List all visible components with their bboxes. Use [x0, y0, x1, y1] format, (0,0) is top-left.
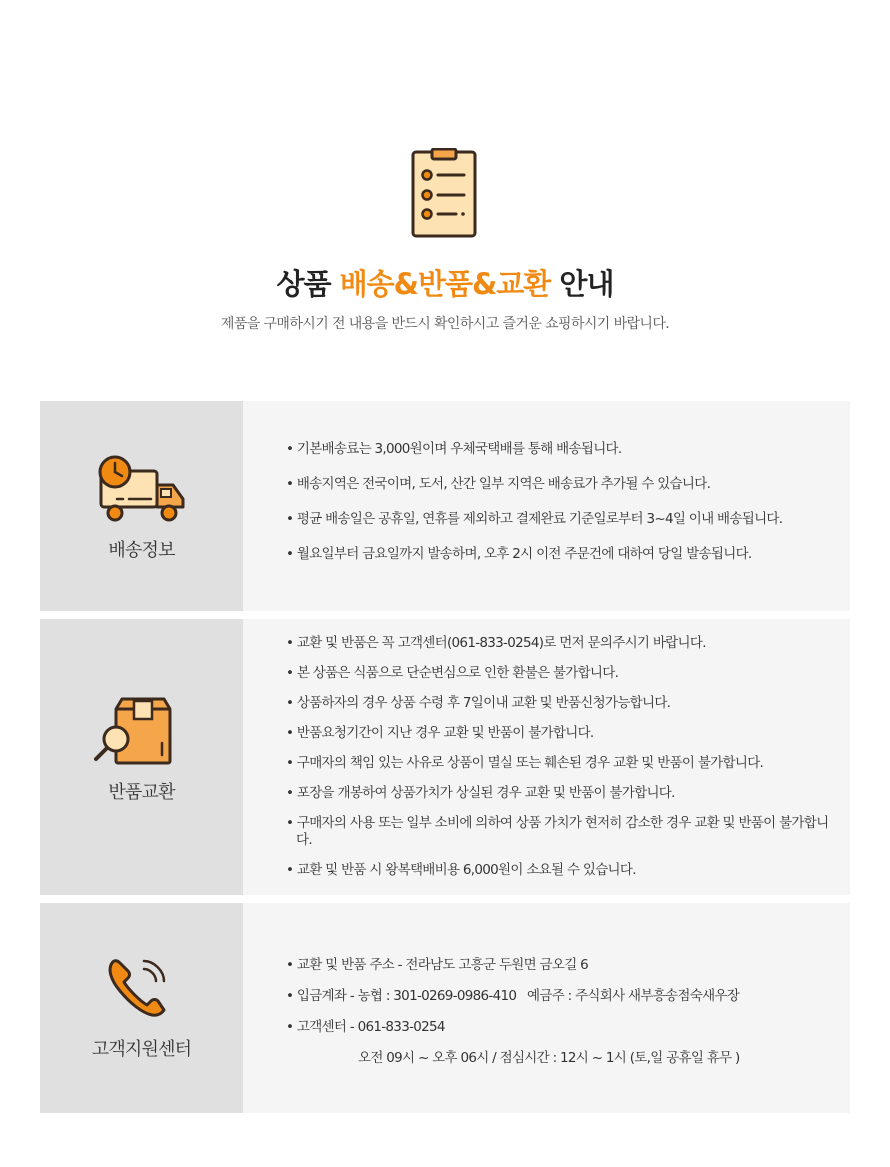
delivery-info-list — [286, 441, 846, 581]
section-side-panel — [40, 401, 243, 611]
section-label: 반품교환 — [108, 782, 175, 803]
title-accent: 배송&반품&교환 — [339, 267, 551, 301]
box-magnifier-icon — [92, 697, 176, 771]
section-side-panel — [40, 619, 243, 895]
section-delivery-info — [40, 401, 850, 611]
list-item: • 기본배송료는 3,000원이며 우체국택배를 통해 배송됩니다. — [286, 441, 846, 458]
section-label: 배송정보 — [108, 540, 175, 561]
list-item: • 평균 배송일은 공휴일, 연휴를 제외하고 결제완료 기준일로부터 3~4일 이내 배송됩니다. — [286, 511, 846, 528]
list-item: • 반품요청기간이 지난 경우 교환 및 반품이 불가합니다. — [286, 725, 846, 742]
list-item: • 고객센터 - 061-833-0254 — [286, 1019, 846, 1036]
section-return-exchange — [40, 619, 850, 895]
list-item: • 배송지역은 전국이며, 도서, 산간 일부 지역은 배송료가 추가될 수 있습니다. — [286, 476, 846, 493]
list-item: • 입금계좌 - 농협 : 301-0269-0986-410 예금주 : 주식회사 새부흥송점숙새우장 — [286, 988, 846, 1005]
section-label: 고객지원센터 — [91, 1039, 192, 1060]
clipboard-checklist-icon — [410, 148, 478, 244]
list-item: • 구매자의 사용 또는 일부 소비에 의하여 상품 가치가 현저히 감소한 경우 교환 및 반품이 불가합니다. — [286, 815, 836, 849]
customer-center-list — [286, 957, 846, 1081]
page-subtitle: 제품을 구매하시기 전 내용을 반드시 확인하시고 즐거운 쇼핑하시기 바랍니다. — [220, 316, 670, 332]
section-side-panel — [40, 903, 243, 1113]
list-item: • 교환 및 반품 주소 - 전라남도 고흥군 두원면 금오길 6 — [286, 957, 846, 974]
list-item: • 구매자의 책임 있는 사유로 상품이 멸실 또는 훼손된 경우 교환 및 반품이 불가합니다. — [286, 755, 846, 772]
list-item: • 상품하자의 경우 상품 수령 후 7일이내 교환 및 반품신청가능합니다. — [286, 695, 846, 712]
title-prefix: 상품 — [276, 267, 340, 301]
return-exchange-list — [286, 635, 846, 892]
title-suffix: 안내 — [550, 267, 614, 301]
section-customer-center — [40, 903, 850, 1113]
list-item: • 본 상품은 식품으로 단순변심으로 인한 환불은 불가합니다. — [286, 665, 846, 682]
business-hours: 오전 09시 ~ 오후 06시 / 점심시간 : 12시 ~ 1시 (토,일 공휴일 휴무 ) — [358, 1050, 740, 1066]
phone-handset-icon — [106, 953, 176, 1023]
list-item: • 교환 및 반품은 꼭 고객센터(061-833-0254)로 먼저 문의주시기 바랍니다. — [286, 635, 846, 652]
list-item: • 교환 및 반품 시 왕복택배비용 6,000원이 소요될 수 있습니다. — [286, 862, 846, 879]
list-item: • 포장을 개봉하여 상품가치가 상실된 경우 교환 및 반품이 불가합니다. — [286, 785, 846, 802]
delivery-truck-clock-icon — [95, 455, 189, 529]
list-item: • 월요일부터 금요일까지 발송하며, 오후 2시 이전 주문건에 대하여 당일 발송됩니다. — [286, 546, 846, 563]
page-title — [0, 262, 890, 303]
